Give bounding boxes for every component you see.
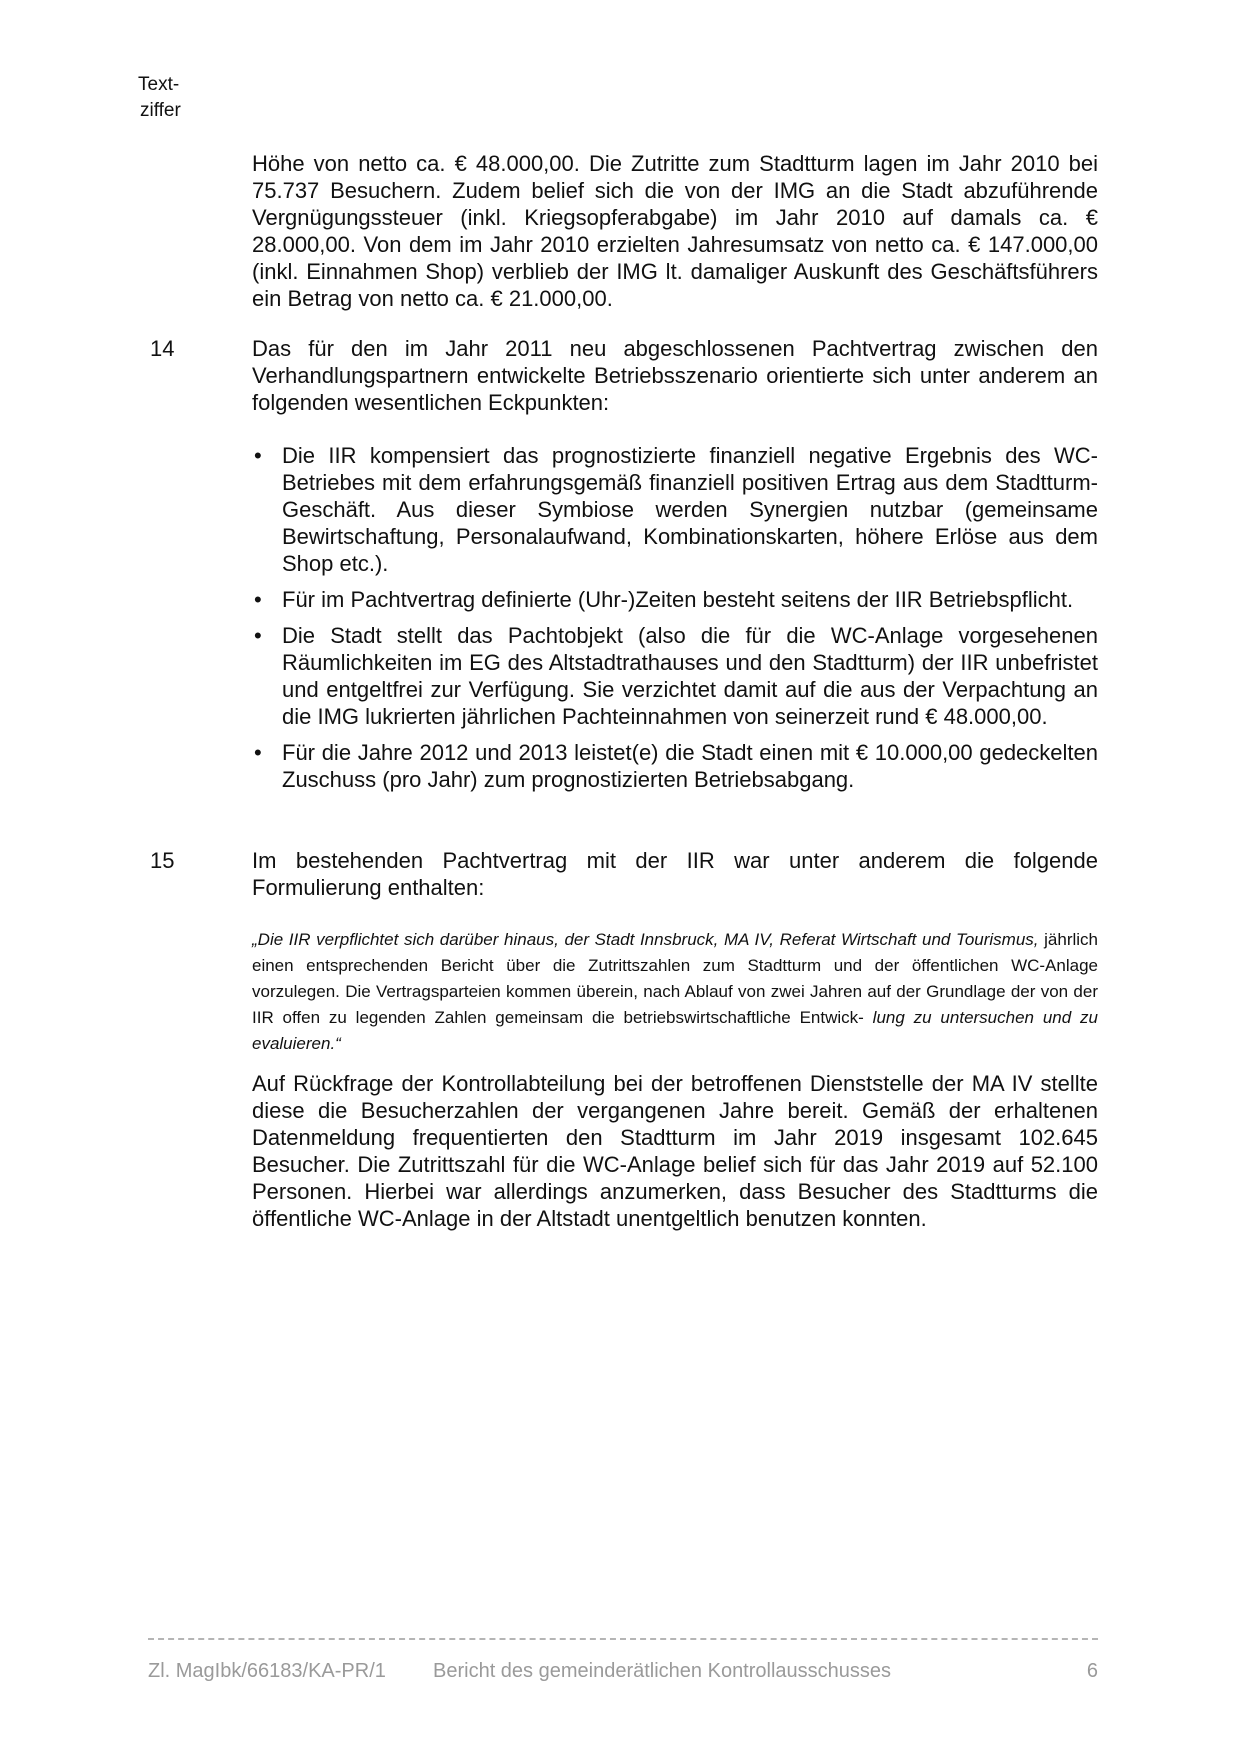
quote-italic-start: „Die IIR verpflichtet sich darüber hinaus, der Stadt Innsbruck, MA IV, Referat Wirtschaft und Tourismus, [252, 930, 1039, 949]
section-15-followup-paragraph [252, 1070, 1098, 1232]
list-item [252, 739, 1098, 793]
bullet-icon: • [254, 740, 262, 765]
list-item [252, 586, 1098, 613]
footer-reference: Zl. MagIbk/66183/KA-PR/1 [148, 1660, 386, 1682]
section-14-number: 14 [150, 336, 175, 361]
section-14-bullet-list [252, 442, 1098, 802]
bullet-text: Für die Jahre 2012 und 2013 leistet(e) die Stadt einen mit € 10.000,00 gedeckelten Zuschuss (pro Jahr) zum prognostizierten Betriebsabgang. [282, 740, 1098, 792]
intro-text: Höhe von netto ca. € 48.000,00. Die Zutritte zum Stadtturm lagen im Jahr 2010 bei 75.737 Besuchern. Zudem belief sich die von der IMG an die Stadt abzuführende Vergnügungssteuer (inkl. Kriegsopferabgabe) im Jahr 2010 auf damals ca. € 28.000,00. Von dem im Jahr 2010 erzielten Jahresumsatz von netto ca. € 147.000,00 (inkl. Einnahmen Shop) verblieb der IMG lt. damaliger Auskunft des Geschäftsführers ein Betrag von netto ca. € 21.000,00. [252, 151, 1098, 311]
bullet-icon: • [254, 623, 262, 648]
section-15-paragraph [252, 847, 1098, 901]
intro-paragraph [252, 150, 1098, 312]
section-15-text: Im bestehenden Pachtvertrag mit der IIR war unter anderem die folgende Formulierung enthalten: [252, 848, 1098, 900]
footer-divider [148, 1638, 1098, 1640]
bullet-text: Die Stadt stellt das Pachtobjekt (also die für die WC-Anlage vorgesehenen Räumlichkeiten im EG des Altstadtrathauses und den Stadtturm) der IIR unbefristet und entgeltfrei zur Verfügung. Sie verzichtet damit auf die aus der Verpachtung an die IMG lukrierten jährlichen Pachteinnahmen von seinerzeit rund € 48.000,00. [282, 623, 1098, 729]
section-15-number: 15 [150, 848, 175, 873]
quote-body: jährlich einen entsprechenden Bericht über die Zutrittszahlen zum Stadtturm und der öffentlichen WC-Anlage vorzulegen. Die Vertragsparteien kommen überein, nach Ablauf von zwei Jahren auf der Grundlage der von der IIR offen zu legenden Zahlen gemeinsam die betriebswirtschaftliche Entwick- [252, 930, 1098, 1027]
contract-quote [252, 927, 1098, 1057]
section-14-text: Das für den im Jahr 2011 neu abgeschlossenen Pachtvertrag zwischen den Verhandlungspartnern entwickelte Betriebsszenario orientierte sich unter anderem an folgenden wesentlichen Eckpunkten: [252, 336, 1098, 415]
page-number: 6 [1086, 1660, 1098, 1682]
footer-title: Bericht des gemeinderätlichen Kontrollausschusses [433, 1660, 892, 1682]
list-item [252, 622, 1098, 730]
list-item [252, 442, 1098, 577]
bullet-text: Für im Pachtvertrag definierte (Uhr-)Zeiten besteht seitens der IIR Betriebspflicht. [282, 587, 1074, 612]
section-15-followup-text: Auf Rückfrage der Kontrollabteilung bei der betroffenen Dienststelle der MA IV stellte diese die Besucherzahlen der vergangenen Jahre bereit. Gemäß der erhaltenen Datenmeldung frequentierten den Stadtturm im Jahr 2019 insgesamt 102.645 Besucher. Die Zutrittszahl für die WC-Anlage belief sich für das Jahr 2019 auf 52.100 Personen. Hierbei war allerdings anzumerken, dass Besucher des Stadtturms die öffentliche WC-Anlage in der Altstadt unentgeltlich benutzen konnten. [252, 1071, 1098, 1231]
quote-italic-end: lung zu untersuchen und zu evaluieren.“ [252, 1008, 1098, 1053]
bullet-icon: • [254, 587, 262, 612]
bullet-text: Die IIR kompensiert das prognostizierte finanziell negative Ergebnis des WC-Betriebes mit dem erfahrungsgemäß finanziell positiven Ertrag aus dem Stadtturm-Geschäft. Aus dieser Symbiose werden Synergien nutzbar (gemeinsame Bewirtschaftung, Personalaufwand, Kombinationskarten, höhere Erlöse aus dem Shop etc.). [282, 443, 1098, 576]
bullet-icon: • [254, 443, 262, 468]
section-14-paragraph [252, 335, 1098, 416]
margin-label-line2: ziffer [140, 100, 181, 121]
margin-label [138, 72, 181, 124]
margin-label-line1: Text- [138, 74, 180, 95]
